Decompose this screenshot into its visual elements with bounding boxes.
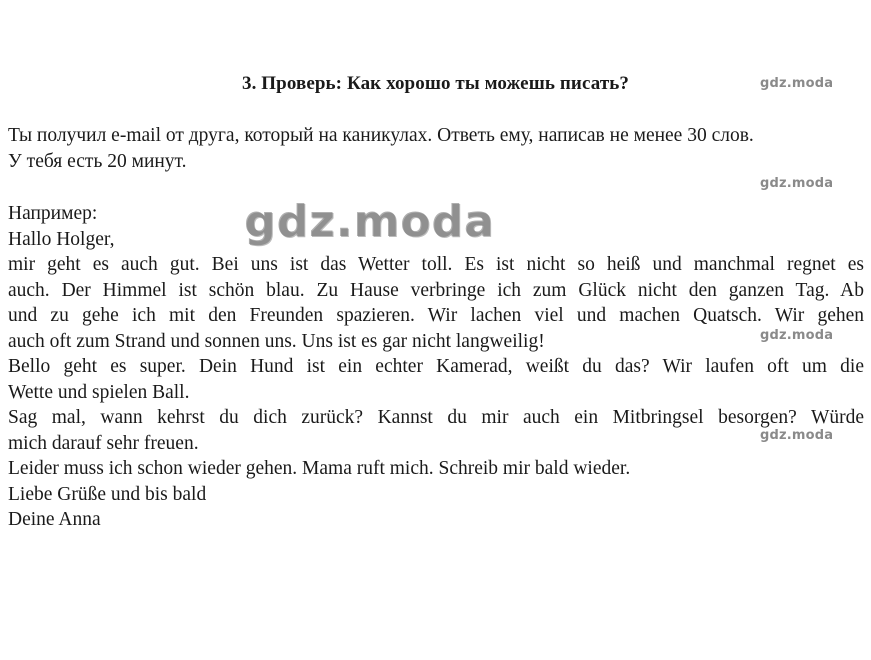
paragraph-1-line-1: mir geht es auch gut. Bei uns ist das Wetter toll. Es ist nicht so heiß und manchmal regnet es bbox=[8, 254, 864, 275]
task-line-2: У тебя есть 20 минут. bbox=[8, 150, 187, 172]
paragraph-3-line-2: mich darauf sehr freuen. bbox=[8, 432, 199, 454]
paragraph-1-line-3: und zu gehe ich mit den Freunden spazieren. Wir lachen viel und machen Quatsch. Wir gehen bbox=[8, 305, 864, 326]
email-closing: Liebe Grüße und bis bald bbox=[8, 483, 207, 505]
paragraph-4: Leider muss ich schon wieder gehen. Mama ruft mich. Schreib mir bald wieder. bbox=[8, 458, 631, 479]
email-sample bbox=[8, 201, 864, 533]
watermark-large: gdz.moda bbox=[244, 196, 495, 247]
watermark-small: gdz.moda bbox=[760, 76, 834, 91]
paragraph-2-line-1: Bello geht es super. Dein Hund ist ein echter Kamerad, weißt du das? Wir laufen oft um die bbox=[8, 356, 864, 377]
task-instructions bbox=[8, 123, 864, 174]
example-label: Например: bbox=[8, 203, 98, 224]
watermark-small: gdz.moda bbox=[760, 176, 834, 191]
email-greeting: Hallo Holger, bbox=[8, 228, 115, 250]
watermark-small: gdz.moda bbox=[760, 428, 834, 443]
email-signature: Deine Anna bbox=[8, 509, 101, 530]
paragraph-2-line-2: Wette und spielen Ball. bbox=[8, 381, 190, 403]
paragraph-3-line-1: Sag mal, wann kehrst du dich zurück? Kannst du mir auch ein Mitbringsel besorgen? Würde bbox=[8, 407, 864, 428]
task-line-1: Ты получил e-mail от друга, который на каникулах. Ответь ему, написав не менее 30 слов. bbox=[8, 125, 754, 146]
watermark-small: gdz.moda bbox=[760, 328, 834, 343]
paragraph-1-line-2: auch. Der Himmel ist schön blau. Zu Hause verbringe ich zum Glück nicht den ganzen Tag. Ab bbox=[8, 279, 864, 301]
exercise-title: 3. Проверь: Как хорошо ты можешь писать? bbox=[242, 73, 629, 94]
paragraph-1-line-4: auch oft zum Strand und sonnen uns. Uns ist es gar nicht langweilig! bbox=[8, 330, 545, 352]
